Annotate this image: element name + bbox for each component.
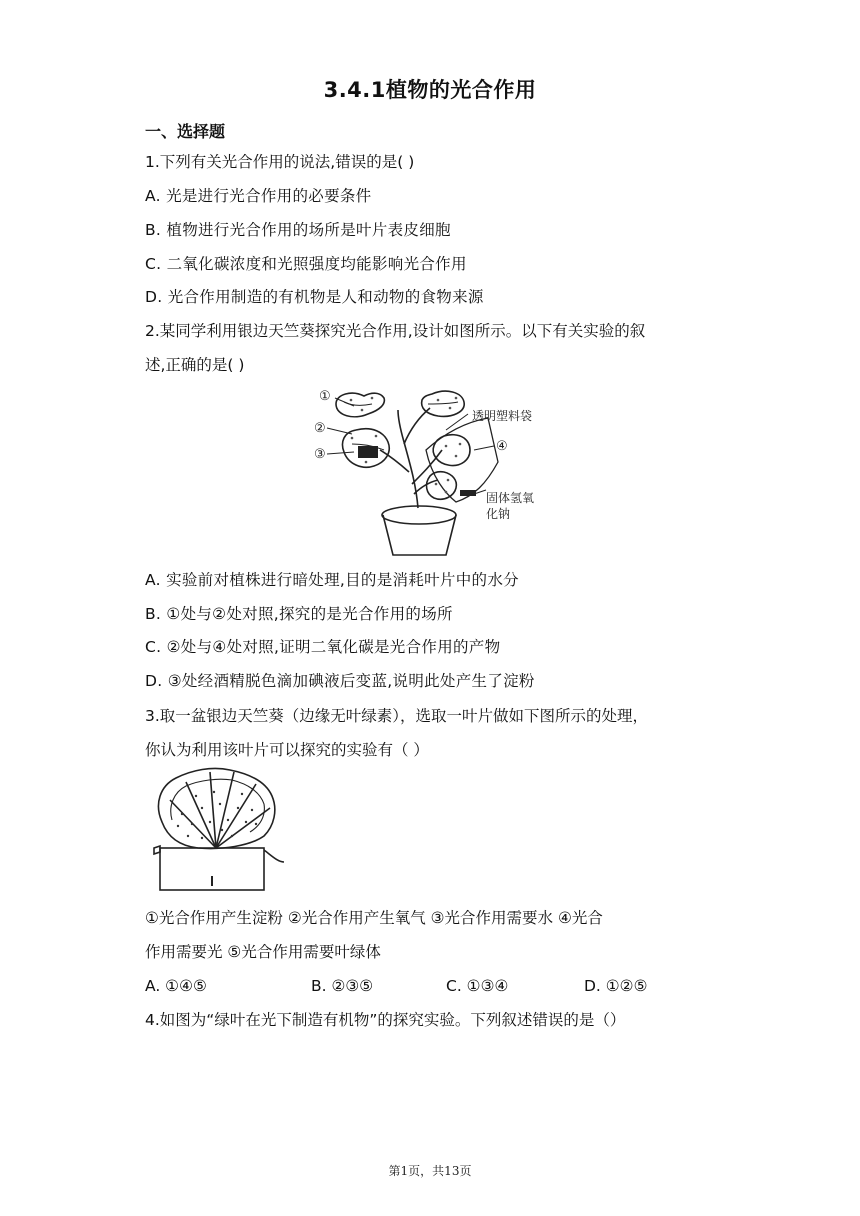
figure-marker-1: ① bbox=[319, 389, 331, 404]
q2-option-b: B. ①处与②处对照,探究的是光合作用的场所 bbox=[145, 605, 453, 623]
q1-option-b: B. 植物进行光合作用的场所是叶片表皮细胞 bbox=[145, 221, 451, 239]
q2-stem-line2: 述,正确的是( ) bbox=[145, 356, 245, 374]
figure-label-naoh-1: 固体氢氧 bbox=[486, 491, 535, 505]
section-heading: 一、选择题 bbox=[145, 122, 226, 141]
q1-option-d: D. 光合作用制造的有机物是人和动物的食物来源 bbox=[145, 288, 484, 306]
q4-stem: 4.如图为“绿叶在光下制造有机物”的探究实验。下列叙述错误的是（） bbox=[145, 1011, 626, 1029]
q3-stem-line1: 3.取一盆银边天竺葵（边缘无叶绿素），选取一叶片做如下图所示的处理， bbox=[145, 707, 649, 725]
q3-stem-line2: 你认为利用该叶片可以探究的实验有（ ） bbox=[145, 741, 429, 759]
figure-label-bag: 透明塑料袋 bbox=[472, 409, 533, 423]
q2-option-a: A. 实验前对植株进行暗处理,目的是消耗叶片中的水分 bbox=[145, 571, 519, 589]
q2-option-d: D. ③处经酒精脱色滴加碘液后变蓝,说明此处产生了淀粉 bbox=[145, 672, 535, 690]
q1-stem: 1.下列有关光合作用的说法,错误的是( ) bbox=[145, 153, 415, 171]
figure-marker-4: ④ bbox=[496, 439, 508, 454]
q2-option-c: C. ②处与④处对照,证明二氧化碳是光合作用的产物 bbox=[145, 638, 501, 656]
q1-option-c: C. 二氧化碳浓度和光照强度均能影响光合作用 bbox=[145, 255, 467, 273]
page-footer: 第1页，共13页 bbox=[388, 1164, 472, 1178]
q3-items-line2: 作用需要光 ⑤光合作用需要叶绿体 bbox=[145, 943, 381, 961]
q3-option-d: D. ①②⑤ bbox=[584, 977, 648, 995]
figure-marker-2: ② bbox=[314, 421, 326, 436]
q3-items-line1: ①光合作用产生淀粉 ②光合作用产生氧气 ③光合作用需要水 ④光合 bbox=[145, 909, 603, 927]
q3-option-a: A. ①④⑤ bbox=[145, 977, 207, 995]
page-title: 3.4.1植物的光合作用 bbox=[323, 78, 537, 102]
covered-leaf-figure bbox=[152, 764, 292, 898]
q1-option-a: A. 光是进行光合作用的必要条件 bbox=[145, 187, 372, 205]
q3-option-c: C. ①③④ bbox=[446, 977, 509, 995]
figure-marker-3: ③ bbox=[314, 447, 326, 462]
q3-option-b: B. ②③⑤ bbox=[311, 977, 374, 995]
q2-stem-line1: 2.某同学利用银边天竺葵探究光合作用,设计如图所示。以下有关实验的叙 bbox=[145, 322, 646, 340]
geranium-experiment-figure bbox=[306, 384, 591, 564]
figure-label-naoh-2: 化钠 bbox=[486, 507, 511, 521]
